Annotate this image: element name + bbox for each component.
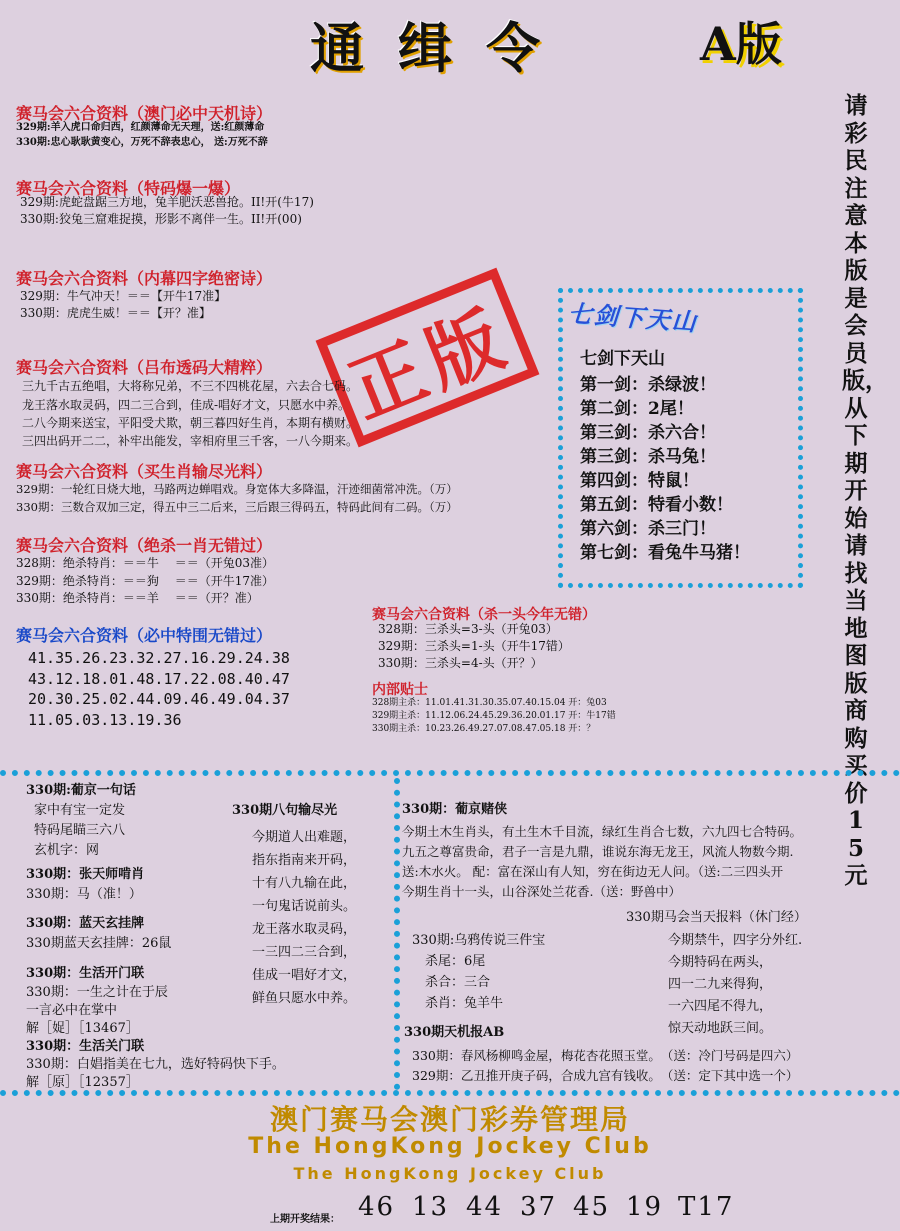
divider-top xyxy=(0,770,900,776)
tips-line-329: 329期主杀：11.12.06.24.45.29.36.20.01.17 开：牛17错 xyxy=(372,711,616,721)
ab-line-329: 329期：乙丑推开庚子码，合成九宫有钱收。 （送：定下其中选一个） xyxy=(412,1068,799,1083)
section-title-tianji: 赛马会六合资料（澳门必中天机诗） xyxy=(16,104,273,123)
horse-report-line: 今期禁牛，四字分外红. xyxy=(668,933,803,948)
gambler-line: 今期土木生肖头，有土生木千目流，绿红生肖合七数，六九四七合特码。 xyxy=(402,824,803,839)
edition-badge: A版 xyxy=(700,17,782,71)
section-title-tips: 内部贴士 xyxy=(372,682,428,698)
tianji-line-329: 329期:羊入虎口命归西，红颜薄命无天理，送:红颜薄命 xyxy=(16,122,265,133)
lvbu-line-3: 二八今期来送宝，平阳受犬欺，朝三暮四好生肖，本期有横财。 xyxy=(22,416,359,430)
gambler-line: 送:木水火。 配：富在深山有人知，穷在街边无人问。（送:二三四头开 xyxy=(402,864,784,879)
gambler-line: 九五之尊富贵命，君子一言是九鼎，谁说东海无龙王，风流人物数今期. xyxy=(402,844,794,859)
horse-report-title: 330期马会当天报料（休门经） xyxy=(626,910,807,925)
result-number: 37 xyxy=(520,1192,558,1222)
tewei-row-4: 11.05.03.13.19.36 xyxy=(28,711,182,729)
tema-line-329: 329期:虎蛇盘踞三方地，兔羊肥沃恶兽抢。II!开(牛17) xyxy=(20,195,314,209)
tewei-row-1: 41.35.26.23.32.27.16.29.24.38 xyxy=(28,649,290,667)
sword-item: 第五剑：特看小数！ xyxy=(580,495,733,515)
crow-line: 杀尾：6尾 xyxy=(425,954,486,969)
section-title-shengxiao: 赛马会六合资料（买生肖输尽光料） xyxy=(16,462,273,481)
result-special: T17 xyxy=(678,1192,735,1222)
ab-title: 330期天机报AB xyxy=(404,1025,505,1040)
ab-line-330: 330期：春风杨柳鸣金屋，梅花杏花照玉堂。 （送：冷门号码是四六） xyxy=(412,1048,799,1063)
result-number: 46 xyxy=(358,1192,396,1222)
footer-org-cn: 澳门赛马会澳门彩券管理局 xyxy=(269,1103,630,1136)
shatou-line-330: 330期：三杀头=4-头（开？） xyxy=(378,656,543,670)
section-title-shatou: 赛马会六合资料（杀一头今年无错） xyxy=(372,607,596,623)
macau-line: 特码尾瞄三六八 xyxy=(34,823,126,838)
neimu-line-329: 329期：牛气冲天！＝＝【开牛17准】 xyxy=(20,289,227,303)
gambler-title: 330期：葡京赌侠 xyxy=(402,802,508,817)
zhang-line: 330期：马（准！） xyxy=(26,887,142,902)
juesha-line-330: 330期：绝杀特肖：＝＝羊 ＝＝（开？准） xyxy=(16,591,259,605)
sword-item: 第六剑：杀三门！ xyxy=(580,519,716,539)
shengxiao-line-330: 330期：三数合双加三定，得五中三二后来，三后跟三得码五，特码此间有二码。（万） xyxy=(16,500,458,514)
eight-lines-title: 330期八句输尽光 xyxy=(232,803,338,818)
horse-report-line: 四一二九来得狗， xyxy=(668,977,773,992)
life-open-title: 330期：生活开门联 xyxy=(26,966,145,981)
section-title-neimu: 赛马会六合资料（内幕四字绝密诗） xyxy=(16,269,273,288)
result-number: 19 xyxy=(626,1192,664,1222)
seven-swords-heading: 七剑下天山 xyxy=(580,349,665,369)
sword-item: 第一剑：杀绿波！ xyxy=(580,375,716,395)
macau-line: 玄机字：网 xyxy=(34,843,100,858)
tewei-row-3: 20.30.25.02.44.09.46.49.04.37 xyxy=(28,690,290,708)
life-close-line: 解［原］［12357］ xyxy=(26,1075,139,1090)
lvbu-line-2: 龙王落水取灵码，四二三合到，佳成-唱好才文，只愿水中养。 xyxy=(22,398,351,412)
crow-line: 杀肖：兔羊牛 xyxy=(425,996,504,1011)
gambler-line: 今期生肖十一头，山谷深处兰花香.（送：野兽中） xyxy=(402,884,681,899)
lvbu-line-1: 三九千古五绝唱，大将称兄弟，不三不四桃花屋，六去合七码。 xyxy=(22,379,359,393)
shatou-line-328: 328期：三杀头=3-头（开兔03） xyxy=(378,622,558,636)
section-title-lvbu: 赛马会六合资料（吕布透码大精粹） xyxy=(16,358,273,377)
lvbu-line-4: 三四出码开二二，补牢出能发，宰相府里三千客，一八今期来。 xyxy=(22,434,359,448)
member-notice-vertical: 请彩民注意本版是会员版，从下期开始请找当地图版商购买价15元 xyxy=(842,92,888,889)
eight-line: 鲜鱼只愿水中养。 xyxy=(252,991,357,1006)
macau-title: 330期:葡京一句话 xyxy=(26,783,136,798)
tianji-line-330: 330期:忠心耿耿黄变心，万死不辞表忠心， 送:万死不辞 xyxy=(16,137,268,148)
shengxiao-line-329: 329期：一轮红日烧大地，马路两边蝉唱戏。身宽体大多降温，汗迹细菌常冲洗。（万） xyxy=(16,482,458,496)
eight-line: 今期道人出难题， xyxy=(252,830,357,845)
life-open-line: 330期：一生之计在于辰 xyxy=(26,985,168,1000)
section-title-tema: 赛马会六合资料（特码爆一爆） xyxy=(16,179,241,198)
last-result-label: 上期开奖结果： xyxy=(270,1214,340,1225)
seven-swords-logo: 七剑下天山 xyxy=(567,298,699,337)
macau-line: 家中有宝一定发 xyxy=(34,803,126,818)
life-close-title: 330期：生活关门联 xyxy=(26,1039,145,1054)
tewei-row-2: 43.12.18.01.48.17.22.08.40.47 xyxy=(28,670,290,688)
shatou-line-329: 329期：三杀头=1-头（开牛17错） xyxy=(378,639,570,653)
footer-org-en: The HongKong Jockey Club xyxy=(248,1134,652,1159)
sword-item: 第二剑：2尾！ xyxy=(580,399,694,419)
tema-line-330: 330期:狡兔三窟难捉摸，形影不离伴一生。II!开(00) xyxy=(20,212,302,226)
life-open-line: 一言必中在掌中 xyxy=(26,1003,118,1018)
life-open-line: 解［娖］［13467］ xyxy=(26,1021,139,1036)
crow-title: 330期:乌鸦传说三件宝 xyxy=(412,933,546,948)
sword-item: 第三剑：杀马兔！ xyxy=(580,447,716,467)
tips-line-328: 328期主杀：11.01.41.31.30.35.07.40.15.04 开：兔03 xyxy=(372,698,607,708)
result-number: 44 xyxy=(466,1192,504,1222)
zhang-title: 330期：张天师啃肖 xyxy=(26,867,145,882)
life-close-line: 330期：白娼指美在七九，选好特码快下手。 xyxy=(26,1057,285,1072)
eight-line: 指东指南来开码， xyxy=(252,853,357,868)
footer-org-en-small: The HongKong Jockey Club xyxy=(293,1164,607,1183)
section-title-juesha: 赛马会六合资料（绝杀一肖无错过） xyxy=(16,536,273,555)
page-title: 通缉令 xyxy=(310,16,574,80)
sword-item: 第七剑：看兔牛马猪！ xyxy=(580,543,750,563)
eight-line: 十有八九输在此， xyxy=(252,876,357,891)
eight-line: 龙王落水取灵码， xyxy=(252,922,357,937)
crow-line: 杀合：三合 xyxy=(425,975,491,990)
tips-line-330: 330期主杀：10.23.26.49.27.07.08.47.05.18 开：？ xyxy=(372,724,596,734)
sword-item: 第四剑：特鼠！ xyxy=(580,471,699,491)
horse-report-line: 惊天动地跃三间。 xyxy=(668,1021,773,1036)
lantian-title: 330期：蓝天玄挂牌 xyxy=(26,916,145,931)
result-number: 45 xyxy=(573,1192,611,1222)
eight-line: 一三四二三合到， xyxy=(252,945,357,960)
neimu-line-330: 330期：虎虎生威！＝＝【开？准】 xyxy=(20,306,211,320)
lantian-line: 330期蓝天玄挂牌：26鼠 xyxy=(26,936,172,951)
juesha-line-329: 329期：绝杀特肖：＝＝狗 ＝＝（开牛17准） xyxy=(16,574,274,588)
divider-vertical xyxy=(394,778,400,1090)
juesha-line-328: 328期：绝杀特肖：＝＝牛 ＝＝（开兔03准） xyxy=(16,556,274,570)
section-title-tewei: 赛马会六合资料（必中特围无错过） xyxy=(16,626,273,645)
eight-line: 佳成一唱好才文， xyxy=(252,968,357,983)
genuine-stamp: 正版 xyxy=(316,268,540,448)
result-number: 13 xyxy=(412,1192,450,1222)
sword-item: 第三剑：杀六合！ xyxy=(580,423,716,443)
eight-line: 一句鬼话说前头。 xyxy=(252,899,357,914)
horse-report-line: 一六四尾不得九， xyxy=(668,999,773,1014)
horse-report-line: 今期特码在两头， xyxy=(668,955,773,970)
